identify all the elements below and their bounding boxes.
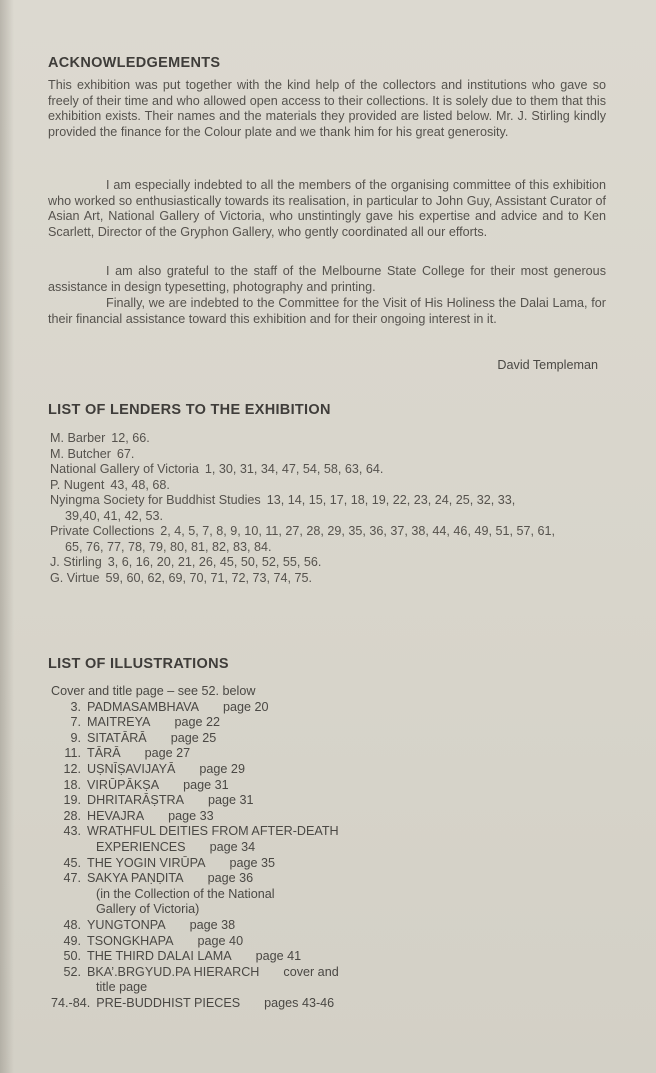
illustration-page: page 41 — [255, 949, 302, 964]
illustration-page: page 40 — [197, 933, 244, 948]
illustration-title: TĀRĀ — [87, 746, 121, 761]
illustration-title: VIRŪPĀKṢA — [87, 777, 160, 792]
illustration-page: page 38 — [189, 917, 236, 932]
lenders-list — [50, 431, 610, 586]
illustration-number: 49. — [63, 933, 81, 948]
illustration-item — [51, 715, 571, 731]
illustration-item — [51, 856, 571, 872]
illustration-number: 9. — [70, 730, 81, 745]
illustration-page: cover and — [283, 964, 339, 979]
illustration-number: 12. — [63, 761, 81, 776]
illustration-title: MAITREYA — [87, 715, 151, 730]
lender-numbers: 12, 66. — [111, 431, 150, 445]
illustration-title: HEVAJRA — [87, 808, 145, 823]
illustration-page: pages 43-46 — [264, 995, 335, 1010]
illustration-item — [51, 824, 571, 855]
lender-name: Nyingma Society for Buddhist Studies — [50, 493, 261, 507]
lender-item — [50, 447, 610, 463]
lender-numbers: 13, 14, 15, 17, 18, 19, 22, 23, 24, 25, 32, 33, — [266, 493, 516, 507]
illustration-page: page 31 — [183, 777, 229, 792]
lender-name: National Gallery of Victoria — [50, 462, 199, 476]
lender-name: Private Collections — [50, 524, 155, 538]
lender-numbers: 43, 48, 68. — [110, 477, 170, 492]
illustration-item — [51, 778, 571, 794]
illustrations-list — [51, 684, 571, 1011]
acknowledgements-paragraph-1: This exhibition was put together with the kind help of the collectors and institutions who gave so freely of their time and who allowed open access to their collections. It is solely due to them that this exhibition exists. Their names and the materials they provided are listed below. Mr. J. Stirling kindly provided the finance for the Colour plate and we thank him for his great generosity. — [48, 78, 606, 139]
illustration-title: THE YOGIN VIRŪPA — [87, 855, 206, 870]
illustration-number: 43. — [63, 824, 81, 839]
illustration-item — [51, 700, 571, 716]
lender-item — [50, 493, 610, 524]
illustration-number: 3. — [70, 699, 81, 714]
illustration-number: 18. — [63, 777, 81, 792]
lenders-heading: LIST OF LENDERS TO THE EXHIBITION — [48, 402, 331, 418]
lender-name: J. Stirling — [50, 555, 102, 569]
illustration-item — [51, 731, 571, 747]
illustration-cover-note: Cover and title page – see 52. below — [51, 684, 256, 698]
illustration-number: 28. — [63, 808, 81, 823]
illustrations-heading: LIST OF ILLUSTRATIONS — [48, 656, 229, 672]
illustration-item — [51, 762, 571, 778]
lender-numbers-continued: 65, 76, 77, 78, 79, 80, 81, 82, 83, 84. — [65, 539, 272, 554]
lender-numbers: 59, 60, 62, 69, 70, 71, 72, 73, 74, 75. — [105, 570, 313, 585]
illustration-item — [51, 934, 571, 950]
illustration-page: page 35 — [229, 855, 276, 870]
illustration-page: page 36 — [207, 871, 254, 886]
illustration-page: page 31 — [208, 793, 254, 808]
illustration-item — [51, 949, 571, 965]
illustration-page: page 22 — [174, 715, 220, 730]
illustration-page: page 34 — [209, 839, 256, 854]
illustration-title: TSONGKHAPA — [87, 933, 174, 948]
illustration-item — [51, 746, 571, 762]
illustration-title: DHRITARĀṢTRA — [87, 793, 185, 808]
lender-numbers: 2, 4, 5, 7, 8, 9, 10, 11, 27, 28, 29, 35, 36, 37, 38, 44, 46, 49, 51, 57, 61, — [160, 524, 555, 538]
illustration-note: (in the Collection of the National — [96, 886, 275, 901]
illustration-title: SITATĀRĀ — [87, 730, 147, 745]
illustration-title: YUNGTONPA — [87, 917, 166, 932]
illustration-subtitle: EXPERIENCES — [96, 839, 186, 854]
illustration-number: 11. — [64, 746, 81, 761]
illustration-title: WRATHFUL DEITIES FROM AFTER-DEATH — [87, 824, 339, 839]
illustration-page: page 29 — [199, 761, 245, 776]
lender-numbers: 67. — [116, 446, 135, 461]
illustration-number: 47. — [63, 871, 81, 886]
lender-item — [50, 478, 610, 494]
signature: David Templeman — [497, 358, 598, 372]
illustration-page: page 27 — [144, 746, 191, 761]
illustration-page: page 20 — [222, 699, 269, 714]
illustration-item — [51, 793, 571, 809]
lender-item — [50, 431, 610, 447]
page-edge-shadow — [0, 0, 14, 1073]
acknowledgements-paragraph-3: I am also grateful to the staff of the Melbourne State College for their most generous assistance in design typesetting, photography and printing. — [48, 264, 606, 294]
illustration-title: PRE-BUDDHIST PIECES — [96, 995, 241, 1010]
illustration-item — [51, 965, 571, 996]
lender-numbers-continued: 39,40, 41, 42, 53. — [65, 508, 164, 523]
lender-numbers: 3, 6, 16, 20, 21, 26, 45, 50, 52, 55, 56. — [107, 555, 322, 569]
illustration-title: SAKYA PAṆḌITA — [87, 871, 184, 886]
illustration-number: 50. — [63, 949, 81, 964]
illustration-title: BKA’.BRGYUD.PA HIERARCH — [87, 964, 260, 979]
illustration-title: THE THIRD DALAI LAMA — [87, 949, 232, 964]
illustration-note: Gallery of Victoria) — [96, 902, 200, 917]
acknowledgements-paragraph-4: Finally, we are indebted to the Committee for the Visit of His Holiness the Dalai Lama, for their financial assistance toward this exhibition and for their ongoing interest in it. — [48, 296, 606, 326]
illustration-number: 7. — [70, 715, 81, 730]
illustration-subline — [51, 840, 571, 856]
lender-numbers: 1, 30, 31, 34, 47, 54, 58, 63, 64. — [204, 462, 384, 476]
lender-name: G. Virtue — [50, 570, 100, 585]
illustration-item — [51, 871, 571, 918]
illustration-title: PADMASAMBHAVA — [87, 699, 199, 714]
illustration-number: 45. — [63, 855, 81, 870]
illustration-note: title page — [96, 980, 148, 995]
illustration-page: page 25 — [170, 730, 217, 745]
illustration-number: 48. — [63, 917, 81, 932]
illustration-number: 52. — [63, 964, 81, 979]
lender-name: M. Barber — [50, 431, 106, 445]
lender-item — [50, 524, 610, 555]
illustration-number: 19. — [63, 793, 81, 808]
lender-item — [50, 571, 610, 587]
acknowledgements-paragraph-2: I am especially indebted to all the members of the organising committee of this exhibition who worked so enthusiastically towards its realisation, in particular to John Guy, Assistant Curator of Asian Art, National Gallery of Victoria, who unstintingly gave his expertise and advice and to Ken Scarlett, Director of the Gryphon Gallery, who gently coordinated all our efforts. — [48, 178, 606, 239]
illustration-title: UṢNĪṢAVIJAYĀ — [87, 761, 176, 776]
lender-item — [50, 555, 610, 571]
lender-name: P. Nugent — [50, 477, 105, 492]
illustration-page: page 33 — [168, 808, 214, 823]
illustration-item — [51, 918, 571, 934]
illustration-number: 74.-84. — [51, 995, 91, 1010]
lender-item — [50, 462, 610, 478]
illustration-item — [51, 996, 571, 1012]
lender-name: M. Butcher — [50, 446, 111, 461]
illustration-item — [51, 809, 571, 825]
acknowledgements-heading: ACKNOWLEDGEMENTS — [48, 55, 221, 71]
